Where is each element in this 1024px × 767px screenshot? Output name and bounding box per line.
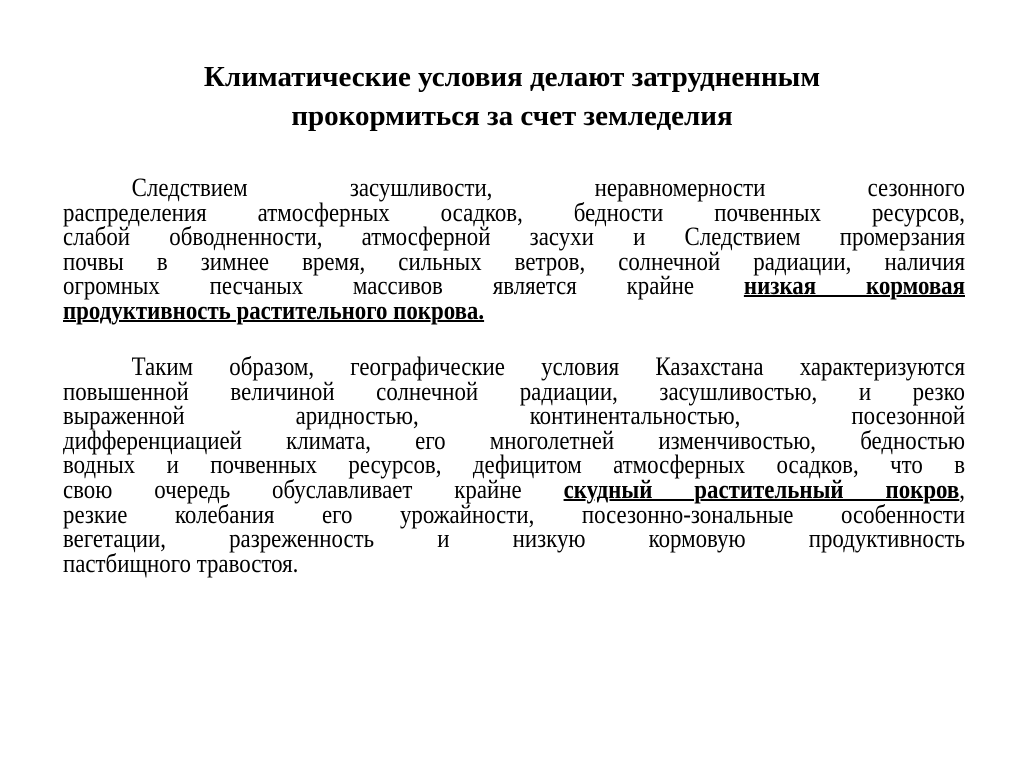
text-line: повышенной величиной солнечной радиации, засушливостью, и резко bbox=[63, 376, 965, 406]
text-line: слабой обводненности, атмосферной засухи и Следствием промерзания bbox=[63, 222, 965, 252]
paragraph-2 bbox=[63, 352, 966, 578]
text-line: Таким образом, географические условия Казахстана характеризуются bbox=[131, 352, 965, 381]
text-line: выраженной аридностью, континентальностью, посезонной bbox=[63, 401, 965, 431]
slide-title bbox=[0, 58, 1024, 136]
text-line: резкие колебания его урожайности, посезонно-зональные особенности bbox=[63, 499, 965, 529]
text-line: почвы в зимнее время, сильных ветров, солнечной радиации, наличия bbox=[63, 246, 965, 276]
text-line bbox=[63, 295, 965, 325]
title-line: Климатические условия делают затрудненным bbox=[203, 61, 821, 93]
emphasized-text: продуктивность растительного покрова. bbox=[63, 295, 485, 325]
text-line: вегетации, разреженность и низкую кормовую продуктивность bbox=[63, 524, 965, 554]
text-line: Следствием засушливости, неравномерности сезонного bbox=[131, 173, 965, 202]
text-line: пастбищного травостоя. bbox=[63, 548, 299, 578]
emphasized-text: низкая кормовая bbox=[743, 271, 965, 301]
title-line: прокормиться за счет земледелия bbox=[291, 100, 733, 132]
text-line bbox=[63, 474, 966, 504]
text-segment: огромных песчаных массивов является крайне bbox=[63, 271, 744, 301]
text-line: распределения атмосферных осадков, бедности почвенных ресурсов, bbox=[63, 197, 965, 227]
text-line: водных и почвенных ресурсов, дефицитом атмосферных осадков, что в bbox=[63, 450, 965, 480]
text-line: дифференциацией климата, его многолетней изменчивостью, бедностью bbox=[63, 425, 965, 455]
emphasized-text: скудный растительный покров bbox=[563, 474, 960, 504]
text-segment: , bbox=[959, 474, 966, 504]
text-segment: свою очередь обуславливает крайне bbox=[63, 474, 564, 504]
paragraph-1 bbox=[63, 173, 965, 325]
